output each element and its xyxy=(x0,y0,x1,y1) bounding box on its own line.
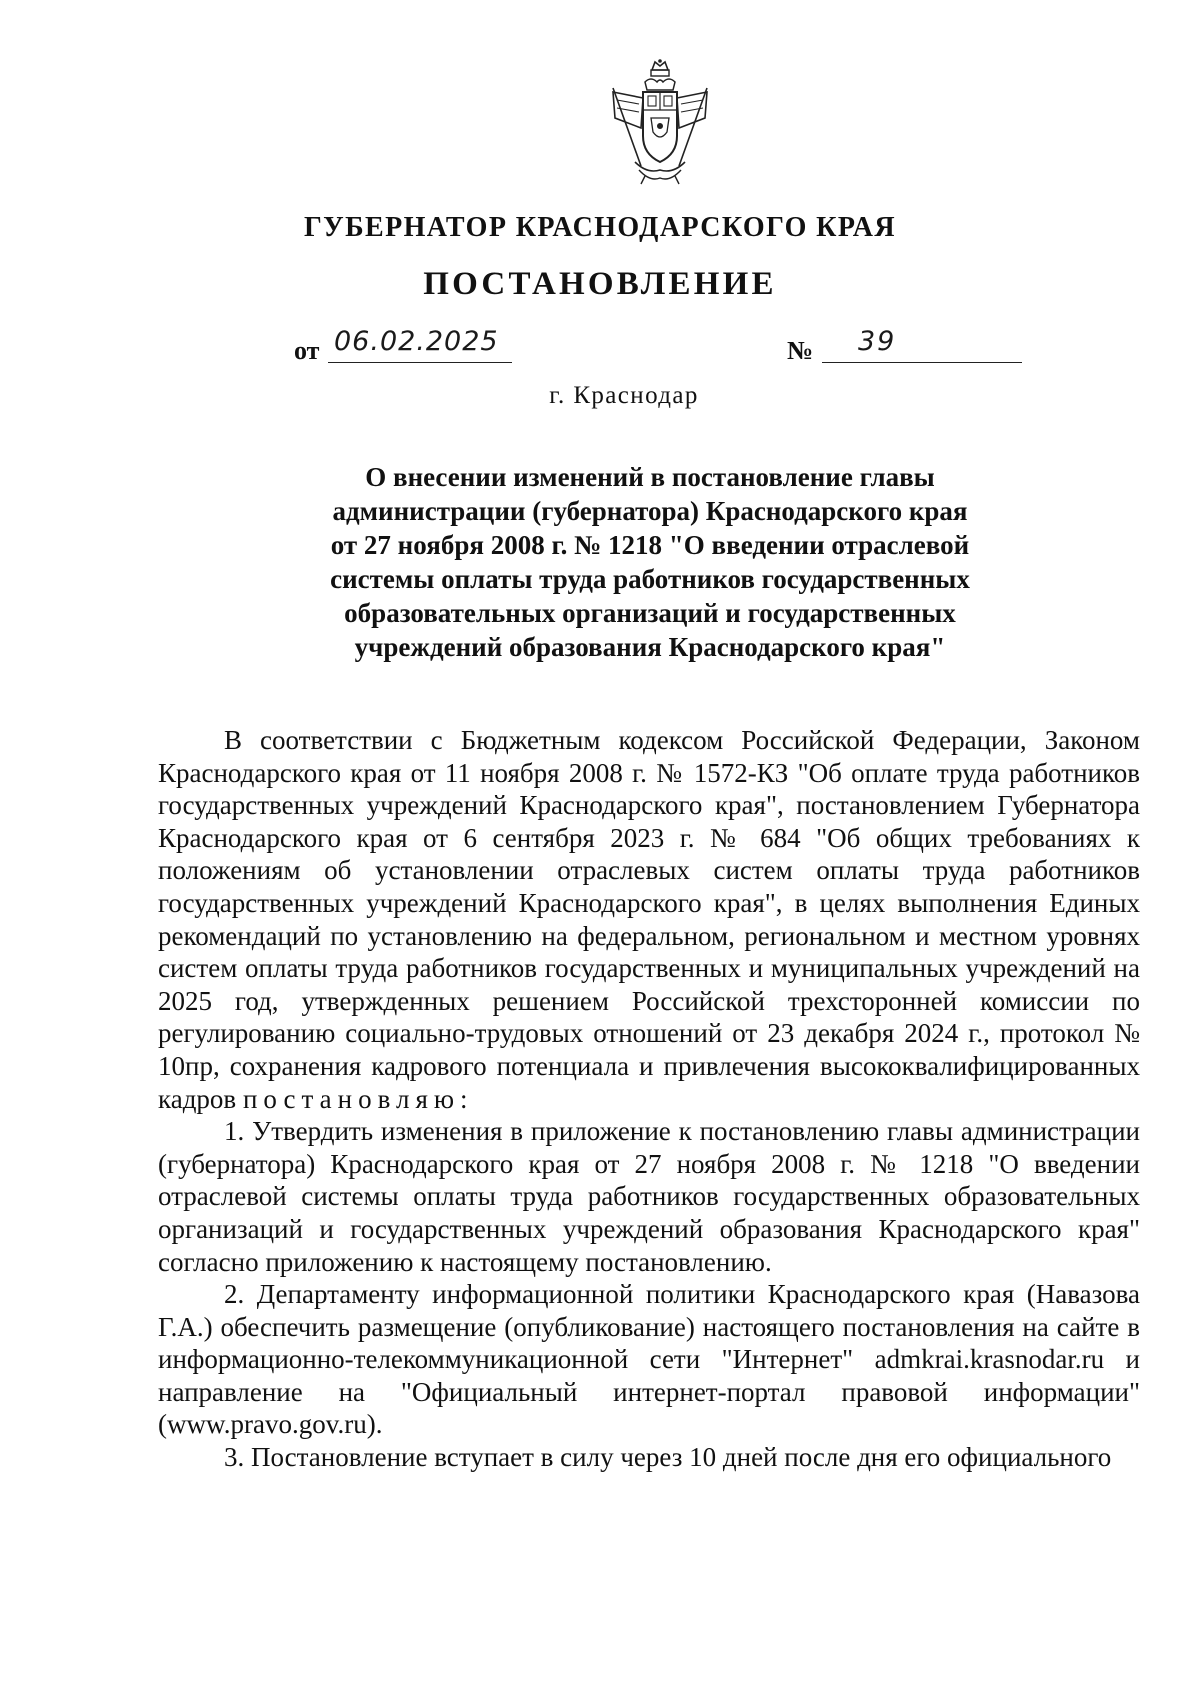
subject-line: администрации (губернатора) Краснодарского края xyxy=(332,496,968,526)
document-type: ПОСТАНОВЛЕНИЕ xyxy=(423,266,777,302)
decree-word: постановляю: xyxy=(242,1083,474,1114)
item-1-paragraph: 1. Утвердить изменения в приложение к постановлению главы администрации (губернатора) Краснодарского края от 27 ноября 2008 г. № 1218 "О введении отраслевой системы оплаты труда работников государственных образовательных организаций и государственных учреждений образования Краснодарского края" согласно приложению к настоящему постановлению. xyxy=(158,1116,1140,1277)
subject-line: от 27 ноября 2008 г. № 1218 "О введении отраслевой xyxy=(330,530,970,560)
document-subject xyxy=(300,460,1000,664)
number-prefix: № xyxy=(787,336,814,365)
date-field xyxy=(328,328,512,363)
coat-of-arms-icon xyxy=(605,58,715,186)
subject-line: О внесении изменений в постановление главы xyxy=(365,462,935,492)
preamble-text: В соответствии с Бюджетным кодексом Российской Федерации, Законом Краснодарского края от 11 ноября 2008 г. № 1572-КЗ "Об оплате труда работников государственных учреждений Краснодарского края", постановлением Губернатора Краснодарского края от 6 сентября 2023 г. № 684 "Об общих требованиях к положениям об установлении отраслевых систем оплаты труда работников государственных учреждений Краснодарского края", в целях выполнения Единых рекомендаций по установлению на федеральном, региональном и местном уровнях систем оплаты труда работников государственных и муниципальных учреждений на 2025 год, утвержденных решением Российской трехсторонней комиссии по регулированию социально-трудовых отношений от 23 декабря 2024 г., протокол № 10пр, сохранения кадрового потенциала и привлечения высококвалифицированных кадров xyxy=(158,725,1140,1114)
item-3-paragraph: 3. Постановление вступает в силу через 10 дней после дня его официального xyxy=(224,1442,1112,1473)
item-2-paragraph: 2. Департаменту информационной политики Краснодарского края (Навазова Г.А.) обеспечить размещение (опубликование) настоящего постановления на сайте в информационно-телекоммуникационной сети "Интернет" admkrai.krasnodar.ru и направление на "Официальный интернет-портал правовой информации" (www.pravo.gov.ru). xyxy=(158,1279,1140,1440)
preamble-paragraph xyxy=(158,724,1140,1115)
number-value: 39 xyxy=(858,326,897,357)
city: г. Краснодар xyxy=(549,382,699,409)
date-number-line xyxy=(294,328,1024,372)
number-field xyxy=(822,328,1022,363)
organization-title: ГУБЕРНАТОР КРАСНОДАРСКОГО КРАЯ xyxy=(303,212,897,243)
date-value: 06.02.2025 xyxy=(334,326,499,357)
subject-line: системы оплаты труда работников государственных xyxy=(330,564,970,594)
date-prefix: от xyxy=(294,336,320,365)
subject-line: учреждений образования Краснодарского края" xyxy=(354,632,946,662)
document-body xyxy=(158,724,1140,1474)
subject-line: образовательных организаций и государственных xyxy=(344,598,956,628)
